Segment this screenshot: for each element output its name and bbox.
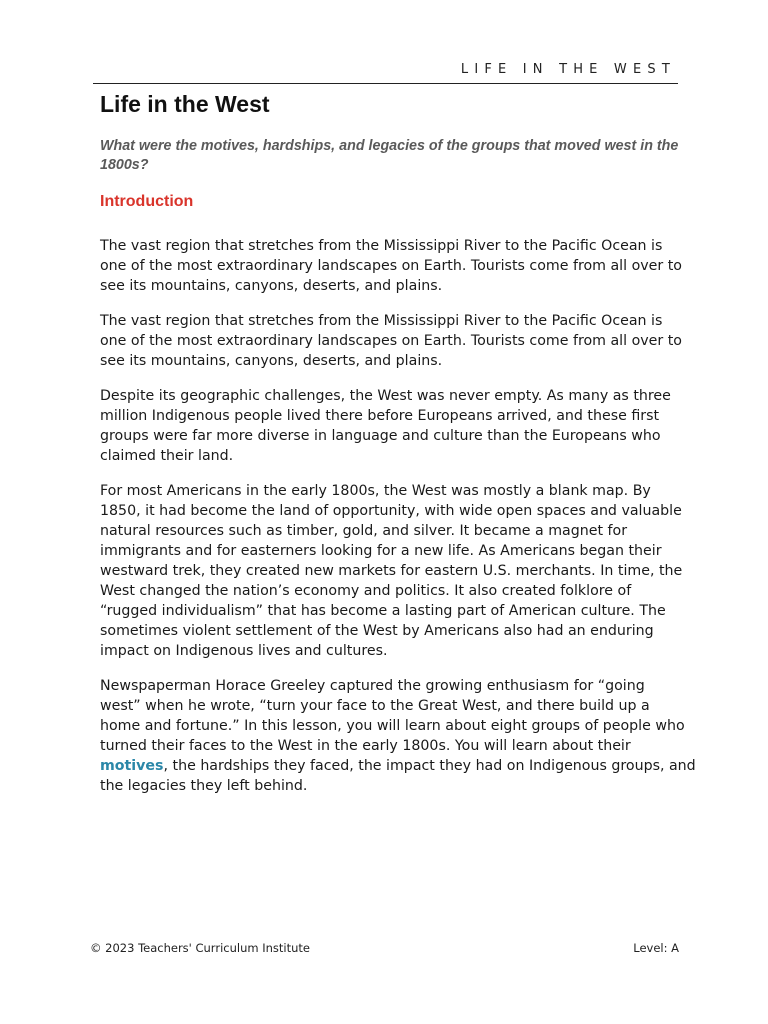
footer-level: Level: A	[633, 941, 679, 955]
paragraph-line: impact on Indigenous lives and cultures.	[100, 643, 388, 659]
paragraph-line: see its mountains, canyons, deserts, and plains.	[100, 353, 443, 369]
paragraph-line: West changed the nation’s economy and politics. It also created folklore of	[100, 583, 632, 599]
paragraph-line: The vast region that stretches from the Mississippi River to the Pacific Ocean is	[100, 238, 663, 254]
paragraph-3	[100, 386, 700, 466]
paragraph-line-continuation: , the hardships they faced, the impact they had on Indigenous groups, and	[163, 758, 696, 774]
paragraph-4	[100, 481, 700, 661]
paragraph-line: Newspaperman Horace Greeley captured the growing enthusiasm for “going	[100, 678, 645, 694]
paragraph-1	[100, 236, 700, 296]
paragraph-line: sometimes violent settlement of the West by Americans also had an enduring	[100, 623, 654, 639]
paragraph-line: “rugged individualism” that has become a lasting part of American culture. The	[100, 603, 666, 619]
body-text	[100, 236, 700, 811]
page-title: Life in the West	[100, 91, 270, 117]
paragraph-line: 1850, it had become the land of opportunity, with wide open spaces and valuable	[100, 503, 682, 519]
paragraph-line-with-link	[100, 756, 700, 776]
paragraph-line: west” when he wrote, “turn your face to the Great West, and there build up a	[100, 698, 650, 714]
paragraph-line: natural resources such as timber, gold, and silver. It became a magnet for	[100, 523, 628, 539]
paragraph-line: claimed their land.	[100, 448, 234, 464]
footer-copyright: © 2023 Teachers' Curriculum Institute	[90, 941, 310, 955]
motives-glossary-link[interactable]: motives	[100, 758, 164, 774]
paragraph-2	[100, 311, 700, 371]
paragraph-line: immigrants and for easterners looking for a new life. As Americans began their	[100, 543, 662, 559]
running-header	[93, 60, 678, 84]
running-header-title: LIFE IN THE WEST	[460, 62, 676, 77]
paragraph-line: The vast region that stretches from the Mississippi River to the Pacific Ocean is	[100, 313, 663, 329]
section-heading-introduction: Introduction	[100, 193, 194, 210]
paragraph-line: see its mountains, canyons, deserts, and plains.	[100, 278, 443, 294]
paragraph-line: one of the most extraordinary landscapes on Earth. Tourists come from all over to	[100, 333, 682, 349]
paragraph-line: For most Americans in the early 1800s, the West was mostly a blank map. By	[100, 483, 651, 499]
essential-question-line: What were the motives, hardships, and legacies of the groups that moved west in the	[100, 138, 679, 154]
paragraph-5	[100, 676, 700, 796]
paragraph-line: million Indigenous people lived there before Europeans arrived, and these first	[100, 408, 660, 424]
paragraph-line: turned their faces to the West in the early 1800s. You will learn about their	[100, 738, 631, 754]
paragraph-line: the legacies they left behind.	[100, 778, 308, 794]
paragraph-line: Despite its geographic challenges, the West was never empty. As many as three	[100, 388, 671, 404]
paragraph-line: groups were far more diverse in language and culture than the Europeans who	[100, 428, 661, 444]
essential-question	[100, 137, 680, 175]
paragraph-line: one of the most extraordinary landscapes on Earth. Tourists come from all over to	[100, 258, 682, 274]
paragraph-line: westward trek, they created new markets for eastern U.S. merchants. In time, the	[100, 563, 683, 579]
paragraph-line: home and fortune.” In this lesson, you will learn about eight groups of people who	[100, 718, 685, 734]
essential-question-line: 1800s?	[100, 157, 149, 173]
